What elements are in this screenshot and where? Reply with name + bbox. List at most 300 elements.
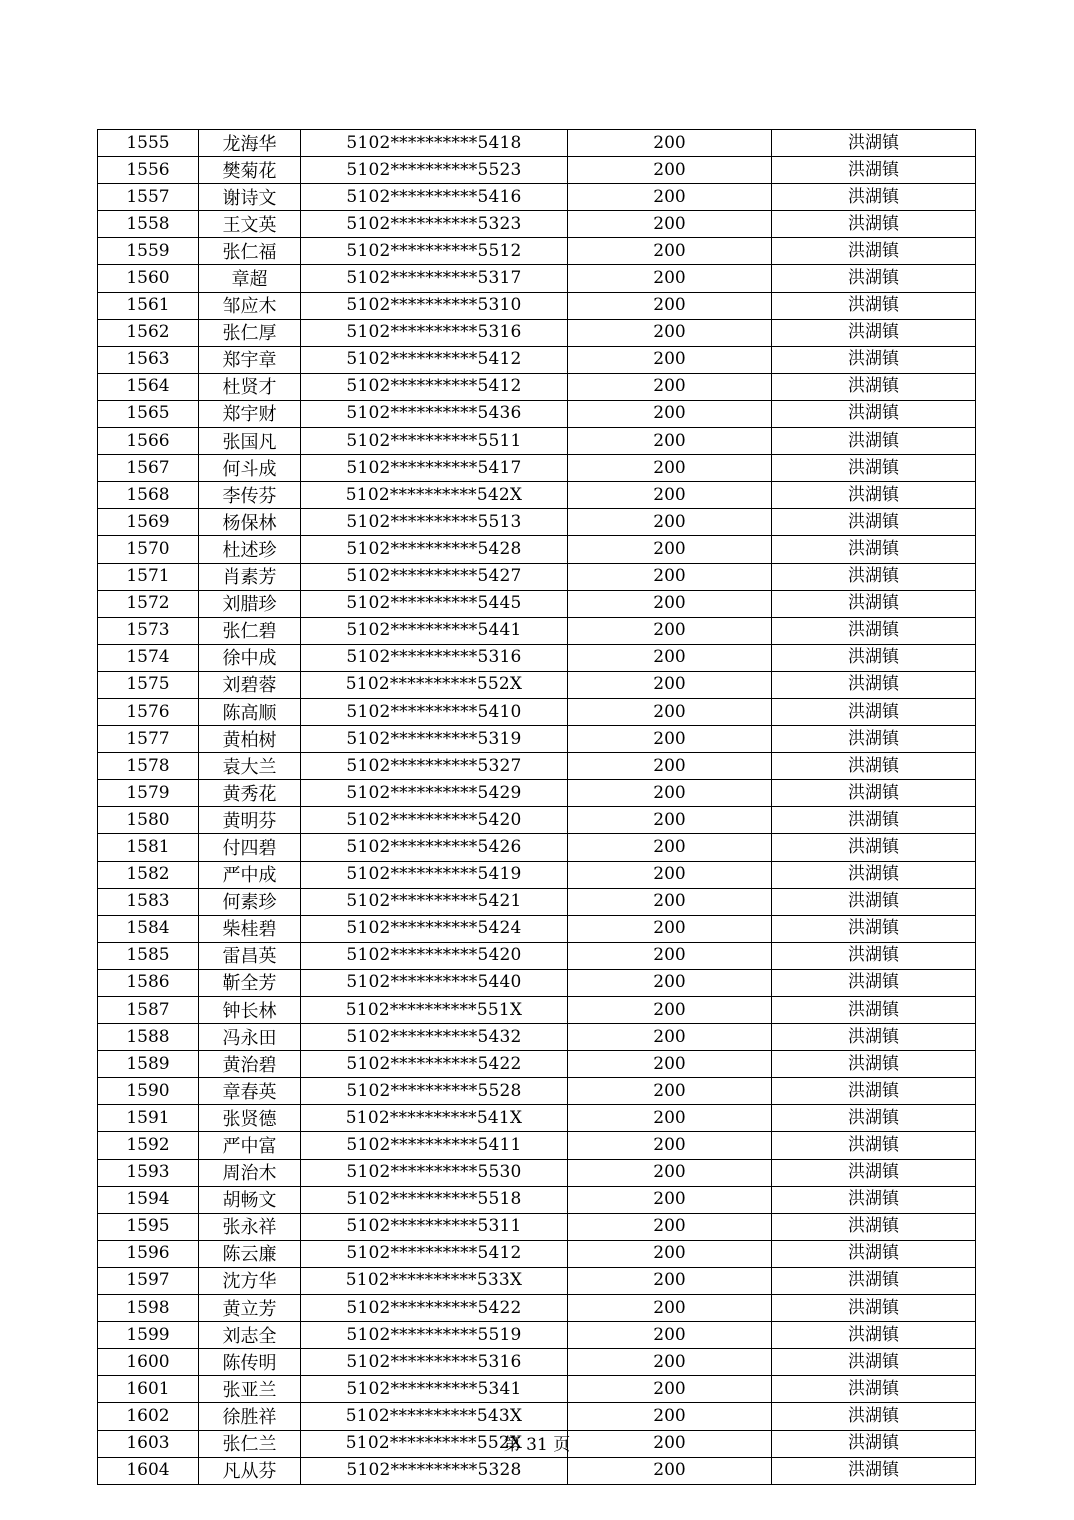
name-cell: 凡从芬	[199, 1457, 301, 1484]
town-cell: 洪湖镇	[772, 238, 976, 265]
name-cell: 刘志全	[199, 1322, 301, 1349]
town-cell: 洪湖镇	[772, 1403, 976, 1430]
town-cell: 洪湖镇	[772, 130, 976, 157]
name-cell: 刘腊珍	[199, 590, 301, 617]
name-cell: 黄秀花	[199, 780, 301, 807]
table-row	[98, 698, 976, 725]
name-cell: 肖素芳	[199, 563, 301, 590]
row-number-cell: 1603	[98, 1430, 199, 1457]
town-cell: 洪湖镇	[772, 211, 976, 238]
table-row	[98, 671, 976, 698]
amount-cell: 200	[568, 373, 772, 400]
town-cell: 洪湖镇	[772, 969, 976, 996]
table-row	[98, 265, 976, 292]
amount-cell: 200	[568, 1051, 772, 1078]
town-cell: 洪湖镇	[772, 536, 976, 563]
table-row	[98, 1240, 976, 1267]
row-number-cell: 1581	[98, 834, 199, 861]
id-number-cell: 5102**********5416	[301, 184, 568, 211]
id-number-cell: 5102**********5328	[301, 1457, 568, 1484]
town-cell: 洪湖镇	[772, 1105, 976, 1132]
table-row	[98, 617, 976, 644]
amount-cell: 200	[568, 671, 772, 698]
row-number-cell: 1559	[98, 238, 199, 265]
town-cell: 洪湖镇	[772, 319, 976, 346]
town-cell: 洪湖镇	[772, 915, 976, 942]
town-cell: 洪湖镇	[772, 671, 976, 698]
id-number-cell: 5102**********5327	[301, 753, 568, 780]
id-number-cell: 5102**********541X	[301, 1105, 568, 1132]
name-cell: 张亚兰	[199, 1376, 301, 1403]
id-number-cell: 5102**********5410	[301, 698, 568, 725]
name-cell: 徐中成	[199, 644, 301, 671]
row-number-cell: 1583	[98, 888, 199, 915]
town-cell: 洪湖镇	[772, 1132, 976, 1159]
row-number-cell: 1586	[98, 969, 199, 996]
row-number-cell: 1589	[98, 1051, 199, 1078]
table-row	[98, 184, 976, 211]
name-cell: 陈传明	[199, 1349, 301, 1376]
amount-cell: 200	[568, 1295, 772, 1322]
town-cell: 洪湖镇	[772, 157, 976, 184]
table-row	[98, 1051, 976, 1078]
name-cell: 李传芬	[199, 482, 301, 509]
row-number-cell: 1601	[98, 1376, 199, 1403]
row-number-cell: 1571	[98, 563, 199, 590]
table-row	[98, 644, 976, 671]
town-cell: 洪湖镇	[772, 1295, 976, 1322]
amount-cell: 200	[568, 1213, 772, 1240]
table-row	[98, 726, 976, 753]
table-row	[98, 1267, 976, 1294]
town-cell: 洪湖镇	[772, 780, 976, 807]
table-row	[98, 1024, 976, 1051]
id-number-cell: 5102**********5417	[301, 455, 568, 482]
id-number-cell: 5102**********5428	[301, 536, 568, 563]
table-row	[98, 157, 976, 184]
town-cell: 洪湖镇	[772, 753, 976, 780]
table-row	[98, 1349, 976, 1376]
table-row	[98, 130, 976, 157]
name-cell: 沈方华	[199, 1267, 301, 1294]
name-cell: 杜贤才	[199, 373, 301, 400]
name-cell: 樊菊花	[199, 157, 301, 184]
amount-cell: 200	[568, 455, 772, 482]
row-number-cell: 1593	[98, 1159, 199, 1186]
table-row	[98, 780, 976, 807]
name-cell: 柴桂碧	[199, 915, 301, 942]
id-number-cell: 5102**********5523	[301, 157, 568, 184]
amount-cell: 200	[568, 400, 772, 427]
town-cell: 洪湖镇	[772, 997, 976, 1024]
name-cell: 张永祥	[199, 1213, 301, 1240]
name-cell: 钟长林	[199, 997, 301, 1024]
town-cell: 洪湖镇	[772, 1240, 976, 1267]
table-row	[98, 969, 976, 996]
table-row	[98, 753, 976, 780]
id-number-cell: 5102**********5421	[301, 888, 568, 915]
town-cell: 洪湖镇	[772, 1024, 976, 1051]
town-cell: 洪湖镇	[772, 563, 976, 590]
row-number-cell: 1560	[98, 265, 199, 292]
id-number-cell: 5102**********5319	[301, 726, 568, 753]
row-number-cell: 1557	[98, 184, 199, 211]
amount-cell: 200	[568, 1078, 772, 1105]
table-row	[98, 1376, 976, 1403]
amount-cell: 200	[568, 753, 772, 780]
id-number-cell: 5102**********5316	[301, 1349, 568, 1376]
table-row	[98, 1132, 976, 1159]
name-cell: 张贤德	[199, 1105, 301, 1132]
row-number-cell: 1600	[98, 1349, 199, 1376]
amount-cell: 200	[568, 130, 772, 157]
table-row	[98, 861, 976, 888]
name-cell: 龙海华	[199, 130, 301, 157]
table-row	[98, 1403, 976, 1430]
id-number-cell: 5102**********5341	[301, 1376, 568, 1403]
amount-cell: 200	[568, 428, 772, 455]
row-number-cell: 1592	[98, 1132, 199, 1159]
town-cell: 洪湖镇	[772, 428, 976, 455]
town-cell: 洪湖镇	[772, 1186, 976, 1213]
row-number-cell: 1584	[98, 915, 199, 942]
town-cell: 洪湖镇	[772, 590, 976, 617]
id-number-cell: 5102**********552X	[301, 671, 568, 698]
name-cell: 黄立芳	[199, 1295, 301, 1322]
amount-cell: 200	[568, 1024, 772, 1051]
table-row	[98, 482, 976, 509]
town-cell: 洪湖镇	[772, 617, 976, 644]
id-number-cell: 5102**********5310	[301, 292, 568, 319]
id-number-cell: 5102**********5429	[301, 780, 568, 807]
town-cell: 洪湖镇	[772, 1457, 976, 1484]
name-cell: 章超	[199, 265, 301, 292]
row-number-cell: 1561	[98, 292, 199, 319]
row-number-cell: 1585	[98, 942, 199, 969]
town-cell: 洪湖镇	[772, 346, 976, 373]
id-number-cell: 5102**********5412	[301, 373, 568, 400]
table-row	[98, 400, 976, 427]
name-cell: 严中成	[199, 861, 301, 888]
row-number-cell: 1602	[98, 1403, 199, 1430]
row-number-cell: 1591	[98, 1105, 199, 1132]
table-row	[98, 997, 976, 1024]
name-cell: 黄治碧	[199, 1051, 301, 1078]
id-number-cell: 5102**********5511	[301, 428, 568, 455]
amount-cell: 200	[568, 698, 772, 725]
amount-cell: 200	[568, 536, 772, 563]
name-cell: 郑宇财	[199, 400, 301, 427]
table-row	[98, 292, 976, 319]
row-number-cell: 1598	[98, 1295, 199, 1322]
amount-cell: 200	[568, 1457, 772, 1484]
id-number-cell: 5102**********552X	[301, 1430, 568, 1457]
name-cell: 徐胜祥	[199, 1403, 301, 1430]
amount-cell: 200	[568, 590, 772, 617]
name-cell: 何斗成	[199, 455, 301, 482]
name-cell: 郑宇章	[199, 346, 301, 373]
name-cell: 张仁福	[199, 238, 301, 265]
table-row	[98, 888, 976, 915]
town-cell: 洪湖镇	[772, 942, 976, 969]
row-number-cell: 1582	[98, 861, 199, 888]
town-cell: 洪湖镇	[772, 834, 976, 861]
id-number-cell: 5102**********5519	[301, 1322, 568, 1349]
amount-cell: 200	[568, 482, 772, 509]
table-row	[98, 428, 976, 455]
row-number-cell: 1578	[98, 753, 199, 780]
id-number-cell: 5102**********5412	[301, 346, 568, 373]
town-cell: 洪湖镇	[772, 455, 976, 482]
table-row	[98, 373, 976, 400]
table-row	[98, 834, 976, 861]
name-cell: 杨保林	[199, 509, 301, 536]
amount-cell: 200	[568, 509, 772, 536]
name-cell: 杜述珍	[199, 536, 301, 563]
row-number-cell: 1575	[98, 671, 199, 698]
name-cell: 何素珍	[199, 888, 301, 915]
id-number-cell: 5102**********5528	[301, 1078, 568, 1105]
row-number-cell: 1580	[98, 807, 199, 834]
amount-cell: 200	[568, 157, 772, 184]
id-number-cell: 5102**********5422	[301, 1295, 568, 1322]
id-number-cell: 5102**********543X	[301, 1403, 568, 1430]
id-number-cell: 5102**********5512	[301, 238, 568, 265]
name-cell: 付四碧	[199, 834, 301, 861]
table-row	[98, 590, 976, 617]
amount-cell: 200	[568, 319, 772, 346]
name-cell: 陈云廉	[199, 1240, 301, 1267]
town-cell: 洪湖镇	[772, 861, 976, 888]
row-number-cell: 1604	[98, 1457, 199, 1484]
row-number-cell: 1565	[98, 400, 199, 427]
row-number-cell: 1555	[98, 130, 199, 157]
amount-cell: 200	[568, 346, 772, 373]
amount-cell: 200	[568, 1240, 772, 1267]
id-number-cell: 5102**********5316	[301, 644, 568, 671]
table-row	[98, 536, 976, 563]
id-number-cell: 5102**********5323	[301, 211, 568, 238]
table-row	[98, 509, 976, 536]
name-cell: 谢诗文	[199, 184, 301, 211]
name-cell: 章春英	[199, 1078, 301, 1105]
table-row	[98, 563, 976, 590]
amount-cell: 200	[568, 617, 772, 644]
town-cell: 洪湖镇	[772, 1376, 976, 1403]
amount-cell: 200	[568, 1105, 772, 1132]
amount-cell: 200	[568, 969, 772, 996]
row-number-cell: 1564	[98, 373, 199, 400]
id-number-cell: 5102**********5411	[301, 1132, 568, 1159]
town-cell: 洪湖镇	[772, 1267, 976, 1294]
amount-cell: 200	[568, 915, 772, 942]
table-row	[98, 807, 976, 834]
amount-cell: 200	[568, 1430, 772, 1457]
town-cell: 洪湖镇	[772, 292, 976, 319]
name-cell: 黄明芬	[199, 807, 301, 834]
table-row	[98, 1213, 976, 1240]
row-number-cell: 1577	[98, 726, 199, 753]
row-number-cell: 1572	[98, 590, 199, 617]
roster-body	[98, 130, 976, 1485]
amount-cell: 200	[568, 1159, 772, 1186]
town-cell: 洪湖镇	[772, 373, 976, 400]
id-number-cell: 5102**********5427	[301, 563, 568, 590]
amount-cell: 200	[568, 726, 772, 753]
id-number-cell: 5102**********5445	[301, 590, 568, 617]
amount-cell: 200	[568, 265, 772, 292]
row-number-cell: 1569	[98, 509, 199, 536]
id-number-cell: 5102**********5418	[301, 130, 568, 157]
town-cell: 洪湖镇	[772, 1322, 976, 1349]
id-number-cell: 5102**********542X	[301, 482, 568, 509]
id-number-cell: 5102**********5518	[301, 1186, 568, 1213]
amount-cell: 200	[568, 238, 772, 265]
town-cell: 洪湖镇	[772, 1213, 976, 1240]
row-number-cell: 1562	[98, 319, 199, 346]
amount-cell: 200	[568, 1132, 772, 1159]
amount-cell: 200	[568, 1322, 772, 1349]
name-cell: 周治木	[199, 1159, 301, 1186]
town-cell: 洪湖镇	[772, 1349, 976, 1376]
table-row	[98, 1186, 976, 1213]
row-number-cell: 1595	[98, 1213, 199, 1240]
town-cell: 洪湖镇	[772, 482, 976, 509]
table-row	[98, 1457, 976, 1484]
table-row	[98, 211, 976, 238]
row-number-cell: 1587	[98, 997, 199, 1024]
town-cell: 洪湖镇	[772, 888, 976, 915]
id-number-cell: 5102**********533X	[301, 1267, 568, 1294]
table-row	[98, 1105, 976, 1132]
town-cell: 洪湖镇	[772, 1078, 976, 1105]
row-number-cell: 1579	[98, 780, 199, 807]
amount-cell: 200	[568, 1267, 772, 1294]
amount-cell: 200	[568, 888, 772, 915]
amount-cell: 200	[568, 834, 772, 861]
row-number-cell: 1576	[98, 698, 199, 725]
id-number-cell: 5102**********551X	[301, 997, 568, 1024]
table-row	[98, 455, 976, 482]
row-number-cell: 1568	[98, 482, 199, 509]
name-cell: 黄柏树	[199, 726, 301, 753]
amount-cell: 200	[568, 1186, 772, 1213]
town-cell: 洪湖镇	[772, 698, 976, 725]
name-cell: 严中富	[199, 1132, 301, 1159]
row-number-cell: 1566	[98, 428, 199, 455]
row-number-cell: 1558	[98, 211, 199, 238]
row-number-cell: 1588	[98, 1024, 199, 1051]
table-row	[98, 1322, 976, 1349]
table-row	[98, 942, 976, 969]
id-number-cell: 5102**********5412	[301, 1240, 568, 1267]
name-cell: 陈高顺	[199, 698, 301, 725]
id-number-cell: 5102**********5513	[301, 509, 568, 536]
amount-cell: 200	[568, 1349, 772, 1376]
row-number-cell: 1599	[98, 1322, 199, 1349]
id-number-cell: 5102**********5440	[301, 969, 568, 996]
row-number-cell: 1574	[98, 644, 199, 671]
town-cell: 洪湖镇	[772, 1159, 976, 1186]
amount-cell: 200	[568, 780, 772, 807]
id-number-cell: 5102**********5420	[301, 942, 568, 969]
name-cell: 张仁兰	[199, 1430, 301, 1457]
town-cell: 洪湖镇	[772, 726, 976, 753]
row-number-cell: 1556	[98, 157, 199, 184]
name-cell: 王文英	[199, 211, 301, 238]
town-cell: 洪湖镇	[772, 807, 976, 834]
amount-cell: 200	[568, 942, 772, 969]
name-cell: 张国凡	[199, 428, 301, 455]
amount-cell: 200	[568, 807, 772, 834]
table-row	[98, 915, 976, 942]
row-number-cell: 1597	[98, 1267, 199, 1294]
id-number-cell: 5102**********5424	[301, 915, 568, 942]
amount-cell: 200	[568, 861, 772, 888]
id-number-cell: 5102**********5530	[301, 1159, 568, 1186]
row-number-cell: 1570	[98, 536, 199, 563]
id-number-cell: 5102**********5420	[301, 807, 568, 834]
id-number-cell: 5102**********5316	[301, 319, 568, 346]
name-cell: 张仁厚	[199, 319, 301, 346]
amount-cell: 200	[568, 644, 772, 671]
name-cell: 张仁碧	[199, 617, 301, 644]
town-cell: 洪湖镇	[772, 509, 976, 536]
town-cell: 洪湖镇	[772, 184, 976, 211]
town-cell: 洪湖镇	[772, 400, 976, 427]
amount-cell: 200	[568, 292, 772, 319]
name-cell: 靳全芳	[199, 969, 301, 996]
name-cell: 刘碧蓉	[199, 671, 301, 698]
row-number-cell: 1590	[98, 1078, 199, 1105]
table-row	[98, 1078, 976, 1105]
town-cell: 洪湖镇	[772, 1051, 976, 1078]
roster-table	[97, 129, 976, 1485]
name-cell: 冯永田	[199, 1024, 301, 1051]
id-number-cell: 5102**********5426	[301, 834, 568, 861]
amount-cell: 200	[568, 184, 772, 211]
row-number-cell: 1596	[98, 1240, 199, 1267]
row-number-cell: 1567	[98, 455, 199, 482]
amount-cell: 200	[568, 563, 772, 590]
town-cell: 洪湖镇	[772, 1430, 976, 1457]
town-cell: 洪湖镇	[772, 644, 976, 671]
page-number: 第 31 页	[503, 1435, 571, 1455]
table-row	[98, 238, 976, 265]
table-row	[98, 1295, 976, 1322]
name-cell: 雷昌英	[199, 942, 301, 969]
amount-cell: 200	[568, 1376, 772, 1403]
row-number-cell: 1573	[98, 617, 199, 644]
table-row	[98, 346, 976, 373]
id-number-cell: 5102**********5419	[301, 861, 568, 888]
name-cell: 袁大兰	[199, 753, 301, 780]
row-number-cell: 1594	[98, 1186, 199, 1213]
table-row	[98, 1159, 976, 1186]
id-number-cell: 5102**********5311	[301, 1213, 568, 1240]
table-row	[98, 319, 976, 346]
id-number-cell: 5102**********5441	[301, 617, 568, 644]
name-cell: 胡畅文	[199, 1186, 301, 1213]
amount-cell: 200	[568, 1403, 772, 1430]
id-number-cell: 5102**********5436	[301, 400, 568, 427]
amount-cell: 200	[568, 211, 772, 238]
row-number-cell: 1563	[98, 346, 199, 373]
id-number-cell: 5102**********5317	[301, 265, 568, 292]
town-cell: 洪湖镇	[772, 265, 976, 292]
id-number-cell: 5102**********5432	[301, 1024, 568, 1051]
id-number-cell: 5102**********5422	[301, 1051, 568, 1078]
